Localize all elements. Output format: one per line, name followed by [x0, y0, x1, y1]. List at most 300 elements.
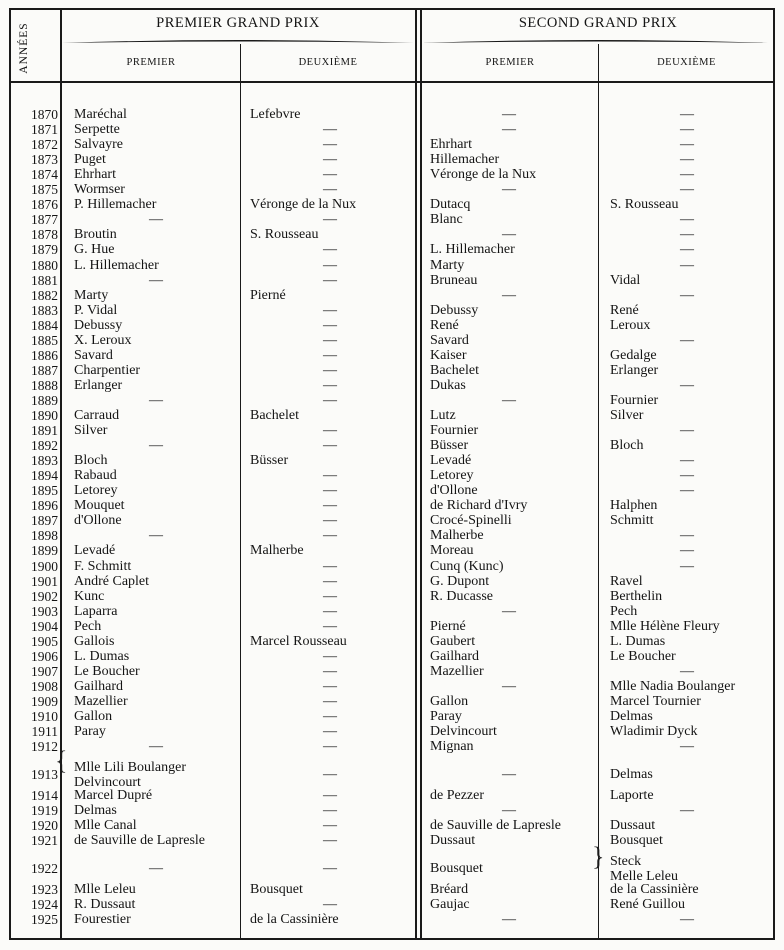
second-grand-prix-premier-cell: G. Dupont	[430, 573, 490, 589]
second-grand-prix-deuxieme-cell: Pech	[610, 603, 638, 619]
premier-grand-prix-deuxieme-cell: —	[323, 377, 337, 393]
year-cell: 1910	[31, 709, 58, 724]
table-row	[0, 258, 784, 273]
second-grand-prix-premier-cell: de Richard d'Ivry	[430, 498, 528, 514]
second-grand-prix-deuxieme-cell: Bousquet	[610, 833, 663, 849]
premier-grand-prix-premier-cell: —	[149, 212, 163, 228]
premier-grand-prix-premier-cell: Maréchal	[74, 107, 127, 122]
second-grand-prix-premier-cell: René	[430, 317, 459, 333]
second-grand-prix-premier-cell: —	[502, 287, 516, 303]
premier-grand-prix-deuxieme-cell: —	[323, 724, 337, 740]
table-row	[0, 694, 784, 709]
year-cell: 1886	[31, 347, 58, 363]
second-grand-prix-deuxieme-cell: —	[680, 122, 694, 138]
year-cell: 1870	[31, 107, 58, 122]
premier-grand-prix-deuxieme-cell: —	[323, 272, 337, 288]
year-cell: 1908	[31, 678, 58, 694]
table-row	[0, 604, 784, 619]
table-row	[0, 634, 784, 649]
second-grand-prix-premier-cell: Kaiser	[430, 347, 467, 363]
second-grand-prix-premier-cell: Gailhard	[430, 648, 479, 664]
table-row	[0, 318, 784, 333]
second-grand-prix-deuxieme-cell: Laporte	[610, 788, 654, 804]
table-row	[0, 679, 784, 694]
year-cell: 1892	[31, 438, 58, 454]
second-grand-prix-premier-cell: Cunq (Kunc)	[430, 558, 504, 574]
premier-grand-prix-premier-cell: L. Hillemacher	[74, 257, 159, 273]
second-grand-prix-premier-cell: Marty	[430, 257, 465, 273]
second-grand-prix-deuxieme-cell: Ravel	[610, 573, 643, 589]
table-row	[0, 468, 784, 483]
second-grand-prix-premier-cell: Levadé	[430, 453, 472, 469]
second-grand-prix-premier-cell: d'Ollone	[430, 483, 478, 499]
second-grand-prix-deuxieme-cell: —	[680, 332, 694, 348]
second-grand-prix-premier-cell: Ehrhart	[430, 137, 472, 153]
second-grand-prix-deuxieme-cell: Leroux	[610, 317, 651, 333]
premier-grand-prix-deuxieme-cell: Pierné	[250, 287, 286, 303]
year-cell: 1872	[31, 137, 58, 153]
second-grand-prix-premier-cell: Fournier	[430, 423, 479, 439]
second-grand-prix-ornament	[422, 38, 774, 48]
premier-grand-prix-deuxieme-cell: —	[323, 513, 337, 529]
year-cell: 1877	[31, 212, 58, 228]
table-row	[0, 528, 784, 543]
premier-grand-prix-premier-cell: Le Boucher	[74, 663, 140, 679]
year-cell: 1907	[31, 663, 58, 679]
table-row	[0, 649, 784, 664]
premier-grand-prix-deuxieme-cell: —	[323, 438, 337, 454]
premier-grand-prix-deuxieme-cell: S. Rousseau	[250, 227, 319, 243]
table-row	[0, 273, 784, 288]
table-row	[0, 709, 784, 724]
second-grand-prix-deuxieme-cell: —	[680, 423, 694, 439]
second-grand-prix-deuxieme-cell: Bloch	[610, 438, 644, 454]
annees-header	[14, 12, 34, 84]
premier-grand-prix-deuxieme-cell: Véronge de la Nux	[250, 197, 357, 213]
year-cell: 1900	[31, 558, 58, 574]
second-grand-prix-deuxieme-cell: —	[680, 663, 694, 679]
premier-grand-prix-deuxieme-cell: —	[323, 257, 337, 273]
year-cell: 1904	[31, 618, 58, 634]
second-grand-prix-premier-cell: Bachelet	[430, 362, 479, 378]
premier-grand-prix-premier-cell: L. Dumas	[74, 648, 130, 664]
second-grand-prix-deuxieme-cell: —	[680, 453, 694, 469]
table-row	[0, 197, 784, 212]
second-grand-prix-premier-cell: —	[502, 122, 516, 138]
year-cell: 1871	[31, 122, 58, 138]
second-grand-prix-deuxieme-cell: Le Boucher	[610, 648, 676, 664]
second-grand-prix-deuxieme-cell: Berthelin	[610, 588, 663, 604]
second-grand-prix-premier-cell: Gaujac	[430, 897, 470, 913]
second-grand-prix-deuxieme-cell: Erlanger	[610, 362, 659, 378]
table-row	[0, 589, 784, 604]
table-row	[0, 574, 784, 589]
second-grand-prix-premier-cell: Dukas	[430, 377, 466, 393]
second-grand-prix-premier-cell: Bréard	[430, 882, 469, 898]
table-row	[0, 348, 784, 363]
second-grand-prix-deuxieme-cell: —	[680, 468, 694, 484]
second-grand-prix-premier-cell: —	[502, 678, 516, 694]
table-row	[0, 182, 784, 197]
table-row	[0, 760, 784, 790]
table-row	[0, 378, 784, 393]
second-grand-prix-premier-cell: Véronge de la Nux	[430, 167, 537, 183]
premier-grand-prix-premier-cell: —	[149, 272, 163, 288]
premier-grand-prix-premier-cell: Gallon	[74, 709, 113, 724]
year-cell: 1901	[31, 573, 58, 589]
second-grand-prix-deuxieme-cell: —	[680, 242, 694, 258]
premier-grand-prix-deuxieme-cell: —	[323, 423, 337, 439]
premier-grand-prix-deuxieme-cell: —	[323, 483, 337, 499]
brace-1913-icon: {	[55, 746, 68, 775]
year-cell: 1879	[31, 242, 58, 258]
premier-grand-prix-premier-cell: Levadé	[74, 543, 116, 559]
second-grand-prix-deuxieme-cell: —	[680, 212, 694, 228]
second-grand-prix-premier-cell: Pierné	[430, 618, 466, 634]
second-grand-prix-premier-cell: de Sauville de Lapresle	[430, 818, 562, 834]
second-grand-prix-deuxieme-cell: Steck	[610, 854, 642, 870]
second-grand-prix-premier-cell: Letorey	[430, 468, 474, 484]
premier-grand-prix-premier-cell: Mlle Canal	[74, 818, 137, 834]
second-grand-prix-deuxieme-cell: —	[680, 558, 694, 574]
table-row	[0, 854, 784, 884]
second-grand-prix-deuxieme-cell: Vidal	[610, 272, 641, 288]
second-grand-prix-deuxieme-cell: Mlle Hélène Fleury	[610, 618, 720, 634]
second-grand-prix-premier-cell: —	[502, 767, 516, 783]
year-cell: 1895	[31, 483, 58, 499]
second-grand-prix-deuxieme-cell: Wladimir Dyck	[610, 724, 698, 740]
premier-grand-prix-premier-cell: Gallois	[74, 633, 115, 649]
premier-grand-prix-premier-cell: —	[149, 528, 163, 544]
premier-grand-prix-deuxieme-cell: —	[323, 182, 337, 198]
premier-grand-prix-premier-cell: P. Vidal	[74, 302, 118, 318]
second-grand-prix-deuxieme-header: DEUXIÈME	[657, 57, 716, 68]
premier-grand-prix-premier-cell: Mlle Leleu	[74, 882, 136, 898]
second-grand-prix-deuxieme-cell: Delmas	[610, 767, 653, 783]
second-grand-prix-premier-cell: Bruneau	[430, 272, 478, 288]
second-grand-prix-premier-cell: Savard	[430, 332, 469, 348]
table-row	[0, 107, 784, 122]
premier-grand-prix-premier-cell: G. Hue	[74, 242, 115, 258]
table-row	[0, 122, 784, 137]
premier-grand-prix-premier-cell: Erlanger	[74, 377, 123, 393]
table-row	[0, 724, 784, 739]
premier-grand-prix-premier-cell: Rabaud	[74, 468, 117, 484]
premier-grand-prix-premier-cell: Bloch	[74, 453, 108, 469]
premier-grand-prix-deuxieme-cell: Büsser	[250, 453, 289, 469]
table-row	[0, 438, 784, 453]
table-row	[0, 152, 784, 167]
table-row	[0, 882, 784, 897]
second-grand-prix-deuxieme-cell: —	[680, 107, 694, 122]
second-grand-prix-deuxieme-cell: Gedalge	[610, 347, 657, 363]
premier-grand-prix-deuxieme-cell: Bousquet	[250, 882, 303, 898]
premier-grand-prix-premier-cell: R. Dussaut	[74, 897, 136, 913]
table-row	[0, 242, 784, 257]
premier-grand-prix-premier-cell: Silver	[74, 423, 108, 439]
year-cell: 1897	[31, 513, 58, 529]
premier-grand-prix-premier-cell: Salvayre	[74, 137, 123, 153]
second-grand-prix-deuxieme-cell: —	[680, 287, 694, 303]
premier-grand-prix-premier-cell: —	[149, 392, 163, 408]
premier-grand-prix-deuxieme-cell: —	[323, 317, 337, 333]
premier-grand-prix-premier-cell: F. Schmitt	[74, 558, 132, 574]
second-grand-prix-deuxieme-cell: Dussaut	[610, 818, 656, 834]
premier-grand-prix-deuxieme-cell: —	[323, 573, 337, 589]
year-cell: 1922	[31, 861, 58, 877]
second-grand-prix-premier-cell: Dussaut	[430, 833, 476, 849]
second-grand-prix-premier-cell: Lutz	[430, 408, 456, 423]
premier-grand-prix-deuxieme-cell: —	[323, 167, 337, 183]
year-cell: 1909	[31, 693, 58, 709]
second-grand-prix-deuxieme-cell-second-line: Melle Leleu	[610, 869, 679, 885]
second-grand-prix-deuxieme-cell: L. Dumas	[610, 633, 666, 649]
premier-grand-prix-premier-cell: Ehrhart	[74, 167, 116, 183]
year-cell: 1889	[31, 392, 58, 408]
table-row	[0, 739, 784, 754]
premier-grand-prix-premier-cell: Savard	[74, 347, 113, 363]
second-grand-prix-deuxieme-cell: —	[680, 167, 694, 183]
table-row	[0, 408, 784, 423]
second-grand-prix-deuxieme-cell: —	[680, 227, 694, 243]
year-cell: 1923	[31, 882, 58, 898]
premier-grand-prix-ornament	[62, 38, 414, 48]
second-grand-prix-deuxieme-cell: S. Rousseau	[610, 197, 679, 213]
premier-grand-prix-deuxieme-cell: —	[323, 302, 337, 318]
year-cell: 1924	[31, 897, 58, 913]
table-row	[0, 833, 784, 848]
second-grand-prix-deuxieme-cell: Mlle Nadia Boulanger	[610, 678, 736, 694]
premier-grand-prix-deuxieme-cell: —	[323, 803, 337, 819]
premier-grand-prix-premier-cell: André Caplet	[74, 573, 150, 589]
year-cell: 1873	[31, 152, 58, 168]
year-cell: 1911	[31, 724, 58, 740]
premier-grand-prix-premier-cell: P. Hillemacher	[74, 197, 157, 213]
second-grand-prix-premier-cell: —	[502, 603, 516, 619]
premier-grand-prix-premier-cell: Broutin	[74, 227, 117, 243]
table-row	[0, 788, 784, 803]
annees-label: ANNÉES	[18, 22, 30, 74]
table-row	[0, 303, 784, 318]
premier-grand-prix-premier-cell: Gailhard	[74, 678, 123, 694]
header-bottom-rule	[10, 81, 774, 83]
table-row	[0, 423, 784, 438]
second-grand-prix-premier-cell: —	[502, 803, 516, 819]
second-grand-prix-deuxieme-cell: —	[680, 152, 694, 168]
premier-grand-prix-deuxieme-cell: —	[323, 897, 337, 913]
premier-grand-prix-premier-cell: Debussy	[74, 317, 123, 333]
table-row	[0, 803, 784, 818]
premier-grand-prix-deuxieme-cell: —	[323, 648, 337, 664]
table-row	[0, 818, 784, 833]
year-cell: 1883	[31, 302, 58, 318]
table-row	[0, 619, 784, 634]
table-row	[0, 897, 784, 912]
table-row	[0, 664, 784, 679]
premier-grand-prix-deuxieme-cell: —	[323, 678, 337, 694]
table-row	[0, 137, 784, 152]
second-grand-prix-deuxieme-cell: —	[680, 543, 694, 559]
second-grand-prix-premier-cell: —	[502, 107, 516, 122]
premier-grand-prix-premier-cell-second-line: Delvincourt	[74, 775, 141, 791]
premier-grand-prix-deuxieme-cell: —	[323, 242, 337, 258]
year-cell: 1912	[31, 739, 58, 755]
year-cell: 1880	[31, 257, 58, 273]
premier-grand-prix-premier-cell: —	[149, 739, 163, 755]
second-grand-prix-premier-cell: Hillemacher	[430, 152, 500, 168]
second-grand-prix-deuxieme-cell: Silver	[610, 408, 644, 423]
premier-grand-prix-deuxieme-cell: —	[323, 152, 337, 168]
table-row	[0, 453, 784, 468]
premier-grand-prix-title: PREMIER GRAND PRIX	[156, 15, 320, 31]
second-grand-prix-premier-cell: Gallon	[430, 693, 469, 709]
second-grand-prix-premier-cell: Dutacq	[430, 197, 471, 213]
second-grand-prix-premier-cell: Debussy	[430, 302, 479, 318]
second-grand-prix-premier-cell: Mignan	[430, 739, 474, 755]
premier-grand-prix-premier-cell: d'Ollone	[74, 513, 122, 529]
premier-grand-prix-deuxieme-cell: Bachelet	[250, 408, 299, 423]
second-grand-prix-premier-cell: Büsser	[430, 438, 469, 454]
second-grand-prix-deuxieme-cell: Fournier	[610, 392, 659, 408]
premier-grand-prix-deuxieme-cell: —	[323, 332, 337, 348]
premier-grand-prix-premier-cell: Charpentier	[74, 362, 141, 378]
premier-grand-prix-deuxieme-cell: —	[323, 528, 337, 544]
premier-grand-prix-deuxieme-cell: —	[323, 137, 337, 153]
premier-grand-prix-premier-cell: X. Leroux	[74, 332, 132, 348]
premier-grand-prix-deuxieme-cell: —	[323, 603, 337, 619]
year-cell: 1878	[31, 227, 58, 243]
second-grand-prix-title: SECOND GRAND PRIX	[518, 15, 678, 31]
year-cell: 1881	[31, 272, 58, 288]
table-row	[0, 393, 784, 408]
premier-grand-prix-premier-cell: Marcel Dupré	[74, 788, 153, 804]
year-cell: 1898	[31, 528, 58, 544]
premier-grand-prix-deuxieme-cell: —	[323, 468, 337, 484]
year-cell: 1874	[31, 167, 58, 183]
year-cell: 1884	[31, 317, 58, 333]
second-grand-prix-deuxieme-cell: Halphen	[610, 498, 658, 514]
premier-grand-prix-deuxieme-cell: —	[323, 788, 337, 804]
premier-grand-prix-deuxieme-cell: Malherbe	[250, 543, 304, 559]
premier-grand-prix-premier-cell: Mlle Lili Boulanger	[74, 760, 186, 776]
second-grand-prix-premier-cell: Crocé-Spinelli	[430, 513, 512, 529]
year-cell: 1888	[31, 377, 58, 393]
premier-grand-prix-deuxieme-cell: —	[323, 212, 337, 228]
second-grand-prix-deuxieme-cell: —	[680, 483, 694, 499]
premier-grand-prix-deuxieme-cell: —	[323, 739, 337, 755]
premier-grand-prix-deuxieme-cell: —	[323, 362, 337, 378]
year-cell: 1875	[31, 182, 58, 198]
second-grand-prix-premier-cell: Delvincourt	[430, 724, 497, 740]
year-cell: 1913	[31, 767, 58, 783]
second-grand-prix-premier-cell: Bousquet	[430, 861, 483, 877]
second-grand-prix-deuxieme-cell: de la Cassinière	[610, 882, 699, 898]
table-row	[0, 333, 784, 348]
premier-grand-prix-deuxieme-cell: Lefebvre	[250, 107, 301, 122]
premier-grand-prix-deuxieme-cell: —	[323, 693, 337, 709]
second-grand-prix-premier-cell: Blanc	[430, 212, 463, 228]
premier-grand-prix-premier-cell: Wormser	[74, 182, 125, 198]
premier-grand-prix-premier-cell: de Sauville de Lapresle	[74, 833, 206, 849]
second-grand-prix-deuxieme-cell: —	[680, 377, 694, 393]
premier-grand-prix-deuxieme-cell: —	[323, 818, 337, 834]
premier-grand-prix-premier-cell: Puget	[74, 152, 106, 168]
premier-grand-prix-deuxieme-cell: —	[323, 663, 337, 679]
second-grand-prix-deuxieme-cell: René	[610, 302, 639, 318]
year-cell: 1876	[31, 197, 58, 213]
second-grand-prix-premier-cell: Malherbe	[430, 528, 484, 544]
year-cell: 1921	[31, 833, 58, 849]
premier-grand-prix-premier-cell: Paray	[74, 724, 106, 740]
year-cell: 1887	[31, 362, 58, 378]
premier-grand-prix-premier-cell: Delmas	[74, 803, 117, 819]
year-cell: 1902	[31, 588, 58, 604]
premier-grand-prix-deuxieme-cell: —	[323, 558, 337, 574]
premier-grand-prix-premier-cell: —	[149, 861, 163, 877]
second-grand-prix-deuxieme-cell: —	[680, 739, 694, 755]
year-cell: 1896	[31, 498, 58, 514]
second-grand-prix-premier-cell: —	[502, 912, 516, 928]
year-cell: 1899	[31, 543, 58, 559]
premier-grand-prix-deuxieme-cell: —	[323, 618, 337, 634]
second-grand-prix-premier-cell: L. Hillemacher	[430, 242, 515, 258]
year-cell: 1903	[31, 603, 58, 619]
year-cell: 1890	[31, 408, 58, 423]
year-cell: 1925	[31, 912, 58, 928]
table-row	[0, 543, 784, 558]
premier-grand-prix-deuxieme-cell: —	[323, 392, 337, 408]
table-row	[0, 167, 784, 182]
year-cell: 1882	[31, 287, 58, 303]
second-grand-prix-premier-cell: R. Ducasse	[430, 588, 493, 604]
second-grand-prix-deuxieme-cell: —	[680, 912, 694, 928]
premier-grand-prix-premier-cell: Kunc	[74, 588, 105, 604]
premier-grand-prix-deuxieme-cell: Marcel Rousseau	[250, 633, 347, 649]
second-grand-prix-premier-header: PREMIER	[485, 57, 535, 68]
premier-grand-prix-deuxieme-cell: —	[323, 833, 337, 849]
premier-grand-prix-deuxieme-header: DEUXIÈME	[298, 57, 358, 68]
table-row	[0, 498, 784, 513]
year-cell: 1919	[31, 803, 58, 819]
second-grand-prix-premier-cell: Mazellier	[430, 663, 484, 679]
second-grand-prix-premier-cell: —	[502, 227, 516, 243]
second-grand-prix-deuxieme-cell: —	[680, 528, 694, 544]
table-row	[0, 559, 784, 574]
year-cell: 1893	[31, 453, 58, 469]
year-cell: 1891	[31, 423, 58, 439]
premier-grand-prix-premier-cell: Letorey	[74, 483, 118, 499]
table-row	[0, 227, 784, 242]
second-grand-prix-premier-cell: de Pezzer	[430, 788, 485, 804]
table-row	[0, 288, 784, 303]
premier-grand-prix-deuxieme-cell: —	[323, 347, 337, 363]
premier-grand-prix-premier-cell: Mazellier	[74, 693, 128, 709]
year-cell: 1885	[31, 332, 58, 348]
premier-grand-prix-premier-cell: —	[149, 438, 163, 454]
second-grand-prix-deuxieme-cell: Delmas	[610, 709, 653, 724]
second-grand-prix-premier-cell: Moreau	[430, 543, 474, 559]
premier-grand-prix-deuxieme-cell: —	[323, 767, 337, 783]
premier-grand-prix-premier-cell: Laparra	[74, 603, 118, 619]
second-grand-prix-premier-cell: Paray	[430, 709, 462, 724]
second-grand-prix-deuxieme-cell: —	[680, 803, 694, 819]
premier-grand-prix-deuxieme-cell: —	[323, 122, 337, 138]
year-cell: 1920	[31, 818, 58, 834]
second-grand-prix-deuxieme-cell: Schmitt	[610, 513, 654, 529]
premier-grand-prix-premier-cell: Pech	[74, 618, 102, 634]
second-grand-prix-premier-cell: —	[502, 182, 516, 198]
premier-grand-prix-deuxieme-cell: —	[323, 498, 337, 514]
